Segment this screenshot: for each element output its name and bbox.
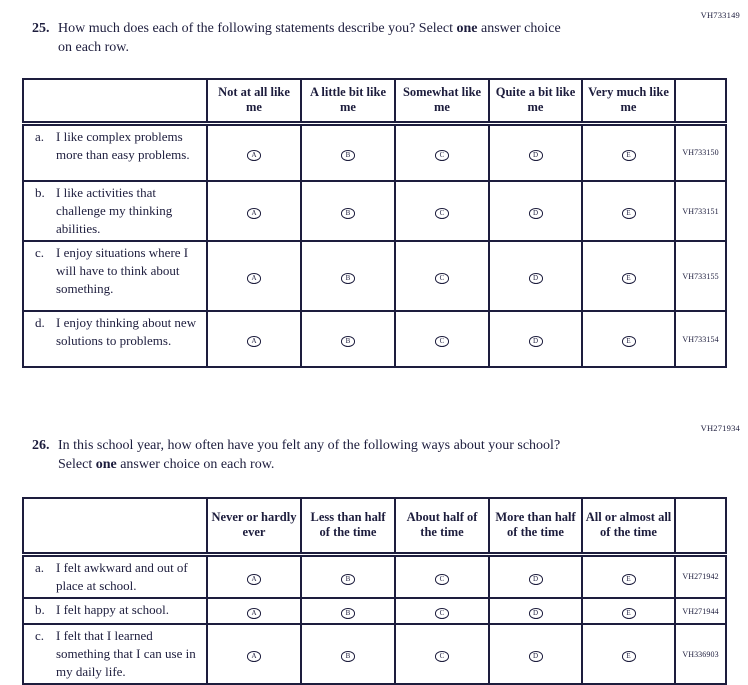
answer-bubble-c[interactable]: C	[435, 574, 449, 585]
column-header-very-much: Very much like me	[582, 79, 675, 123]
question-26-number: 26.	[32, 438, 50, 453]
answer-bubble-a[interactable]: A	[247, 208, 261, 219]
answer-bubble-b[interactable]: B	[341, 574, 355, 585]
answer-bubble-d[interactable]: D	[529, 336, 543, 347]
table-row-b	[23, 598, 726, 624]
answer-bubble-c[interactable]: C	[435, 273, 449, 284]
answer-bubble-a[interactable]: A	[247, 651, 261, 662]
item-code: VH733151	[675, 181, 726, 241]
answer-bubble-e[interactable]: E	[622, 150, 636, 161]
answer-bubble-d[interactable]: D	[529, 273, 543, 284]
answer-bubble-e[interactable]: E	[622, 574, 636, 585]
item-code: VH733155	[675, 241, 726, 311]
answer-bubble-d[interactable]: D	[529, 208, 543, 219]
item-code: VH336903	[675, 624, 726, 684]
statement-cell	[23, 624, 207, 684]
header-row	[23, 498, 726, 554]
answer-bubble-c[interactable]: C	[435, 608, 449, 619]
question-26-accession-code: VH271934	[700, 423, 740, 433]
code-header-cell	[675, 79, 726, 123]
row-letter: b.	[35, 185, 45, 200]
code-header-cell	[675, 498, 726, 554]
column-header-a-little-bit: A little bit like me	[301, 79, 395, 123]
answer-bubble-a[interactable]: A	[247, 336, 261, 347]
answer-bubble-d[interactable]: D	[529, 608, 543, 619]
answer-bubble-c[interactable]: C	[435, 651, 449, 662]
item-code: VH271942	[675, 554, 726, 598]
answer-bubble-a[interactable]: A	[247, 273, 261, 284]
answer-bubble-d[interactable]: D	[529, 574, 543, 585]
statement-cell	[23, 181, 207, 241]
statement-text: I enjoy situations where I will have to think about something.	[56, 245, 189, 296]
column-header-not-at-all: Not at all like me	[207, 79, 301, 123]
column-header-about-half: About half of the time	[395, 498, 489, 554]
answer-bubble-e[interactable]: E	[622, 608, 636, 619]
item-code: VH733150	[675, 123, 726, 181]
statement-cell	[23, 311, 207, 367]
statement-cell	[23, 598, 207, 624]
answer-bubble-e[interactable]: E	[622, 208, 636, 219]
answer-bubble-a[interactable]: A	[247, 574, 261, 585]
statement-cell	[23, 123, 207, 181]
table-row-a	[23, 123, 726, 181]
row-letter: c.	[35, 628, 45, 643]
question-25-text: How much does each of the following statements describe you? Select one answer choice on each row.	[58, 21, 561, 55]
statement-cell	[23, 554, 207, 598]
question-25-number: 25.	[32, 21, 50, 36]
column-header-somewhat: Somewhat like me	[395, 79, 489, 123]
question-25	[32, 19, 578, 57]
column-header-more-than-half: More than half of the time	[489, 498, 582, 554]
row-letter: b.	[35, 602, 45, 617]
row-letter: a.	[35, 128, 45, 144]
row-letter: d.	[35, 315, 45, 330]
header-row	[23, 79, 726, 123]
statement-text: I felt awkward and out of place at school.	[56, 559, 188, 593]
answer-bubble-a[interactable]: A	[247, 150, 261, 161]
table-row-c	[23, 241, 726, 311]
answer-bubble-e[interactable]: E	[622, 273, 636, 284]
question-26	[32, 436, 578, 474]
statement-text: I like complex problems more than easy problems.	[56, 128, 190, 162]
answer-bubble-b[interactable]: B	[341, 651, 355, 662]
answer-bubble-b[interactable]: B	[341, 208, 355, 219]
statement-header-cell	[23, 498, 207, 554]
answer-bubble-c[interactable]: C	[435, 208, 449, 219]
column-header-all-or-almost-all: All or almost all of the time	[582, 498, 675, 554]
answer-bubble-b[interactable]: B	[341, 273, 355, 284]
statement-text: I felt that I learned something that I can use in my daily life.	[56, 628, 196, 679]
statement-header-cell	[23, 79, 207, 123]
column-header-quite-a-bit: Quite a bit like me	[489, 79, 582, 123]
row-letter: c.	[35, 245, 45, 260]
statement-text: I enjoy thinking about new solutions to problems.	[56, 315, 197, 348]
item-code: VH733154	[675, 311, 726, 367]
answer-bubble-e[interactable]: E	[622, 336, 636, 347]
answer-bubble-d[interactable]: D	[529, 150, 543, 161]
column-header-never: Never or hardly ever	[207, 498, 301, 554]
answer-bubble-b[interactable]: B	[341, 150, 355, 161]
answer-bubble-b[interactable]: B	[341, 608, 355, 619]
answer-bubble-e[interactable]: E	[622, 651, 636, 662]
answer-bubble-d[interactable]: D	[529, 651, 543, 662]
table-row-c	[23, 624, 726, 684]
answer-bubble-c[interactable]: C	[435, 336, 449, 347]
statement-cell	[23, 241, 207, 311]
table-row-d	[23, 311, 726, 367]
statement-text: I felt happy at school.	[56, 602, 169, 617]
table-row-b	[23, 181, 726, 241]
question-25-accession-code: VH733149	[700, 10, 740, 20]
question-25-answer-grid	[22, 78, 727, 368]
row-letter: a.	[35, 559, 45, 575]
answer-bubble-b[interactable]: B	[341, 336, 355, 347]
question-26-text: In this school year, how often have you felt any of the following ways about your school? Select one answer choice on each row.	[58, 438, 561, 472]
question-26-answer-grid	[22, 497, 727, 685]
answer-bubble-a[interactable]: A	[247, 608, 261, 619]
answer-bubble-c[interactable]: C	[435, 150, 449, 161]
item-code: VH271944	[675, 598, 726, 624]
column-header-less-than-half: Less than half of the time	[301, 498, 395, 554]
table-row-a	[23, 554, 726, 598]
statement-text: I like activities that challenge my thinking abilities.	[56, 185, 173, 236]
